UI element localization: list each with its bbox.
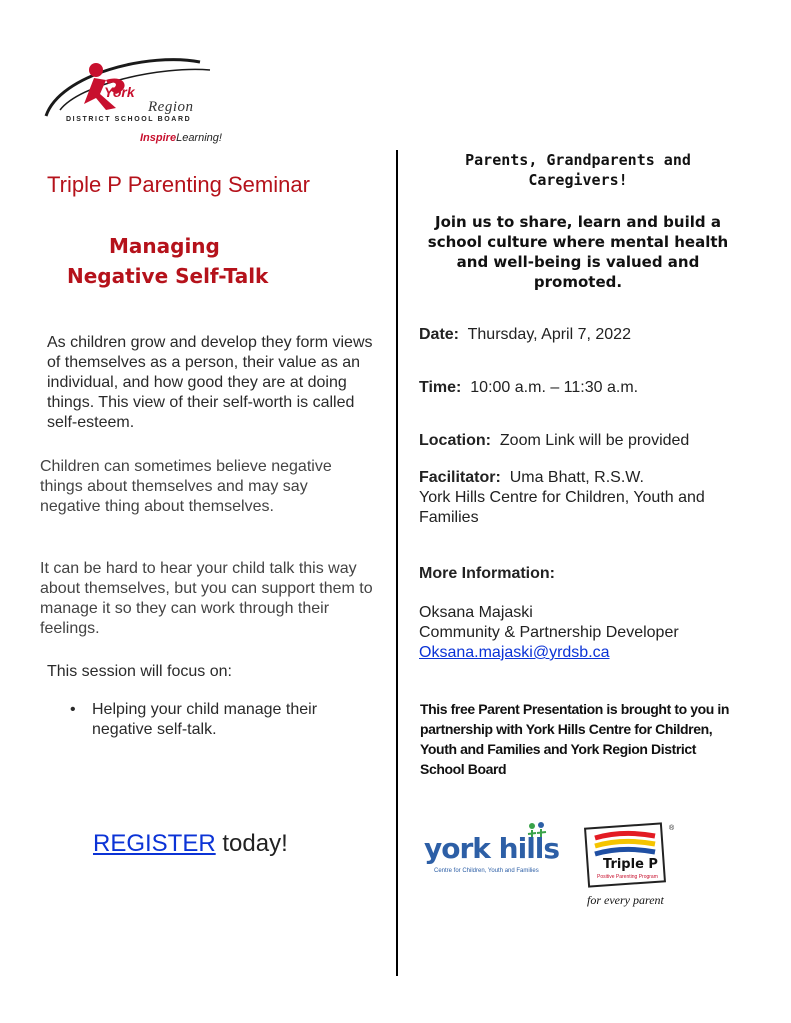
register-line: [93, 830, 288, 858]
column-divider: [396, 150, 398, 976]
facilitator-org: York Hills Centre for Children, Youth and Families: [419, 489, 705, 526]
subtitle-line1: Managing: [109, 234, 220, 258]
focus-intro: This session will focus on:: [47, 663, 232, 680]
event-time: [419, 378, 638, 398]
event-facilitator: [419, 468, 749, 528]
bullet-icon: •: [70, 701, 76, 718]
contact-email-link[interactable]: Oksana.majaski@yrdsb.ca: [419, 644, 610, 661]
triple-p-tagline: Positive Parenting Program: [597, 874, 658, 880]
paragraph-self-esteem: As children grow and develop they form views of themselves as a person, their value as an individual, and how good they are at doing things. This view of their self-worth is called self-esteem.: [47, 334, 373, 431]
location-label: Location:: [419, 432, 491, 449]
register-link[interactable]: REGISTER: [93, 830, 216, 857]
facilitator-label: Facilitator:: [419, 469, 501, 486]
logo-region: Region: [148, 99, 194, 115]
partnership-note: This free Parent Presentation is brought to you in partnership with York Hills Centre for Children, Youth and Families and York Region District School Board: [420, 701, 730, 777]
location-value: Zoom Link will be provided: [499, 432, 690, 449]
logo-york: York: [104, 84, 135, 100]
audience-heading: Parents, Grandparents and Caregivers!: [465, 151, 691, 189]
join-message: Join us to share, learn and build a school culture where mental health and well-being is valued and promoted.: [427, 213, 729, 291]
registered-mark: ®: [669, 825, 675, 832]
contact-name: Oksana Majaski: [419, 604, 533, 621]
paragraph-support: It can be hard to hear your child talk this way about themselves, but you can support them to manage it so they can work through their feelings.: [40, 560, 373, 637]
triple-p-logo: [583, 822, 683, 914]
logo-tagline-bold: Inspire: [140, 132, 177, 144]
subtitle-line2: Negative Self-Talk: [67, 264, 269, 288]
event-date: [419, 325, 631, 345]
logo-tagline-rest: Learning!: [176, 132, 222, 144]
page-title: Triple P Parenting Seminar: [47, 172, 310, 197]
contact-title: Community & Partnership Developer: [419, 624, 679, 641]
paragraph-negative-beliefs: Children can sometimes believe negative things about themselves and may say negative thing about themselves.: [40, 458, 332, 515]
contact-block: [419, 603, 749, 663]
time-label: Time:: [419, 379, 462, 396]
register-rest: today!: [215, 830, 288, 857]
more-info-heading: More Information:: [419, 565, 555, 582]
date-label: Date:: [419, 326, 460, 343]
triple-p-logo-graphic: [583, 822, 683, 914]
york-hills-logo: [424, 822, 574, 882]
facilitator-value: Uma Bhatt, R.S.W.: [509, 469, 644, 486]
event-location: [419, 431, 689, 451]
list-item-text: Helping your child manage their negative self-talk.: [92, 701, 318, 738]
york-hills-tagline: Centre for Children, Youth and Families: [434, 868, 539, 874]
date-value: Thursday, April 7, 2022: [467, 326, 631, 343]
logo-tagline: [140, 132, 222, 144]
york-hills-wordmark: york hills: [424, 832, 560, 865]
triple-p-slogan: for every parent: [587, 893, 664, 907]
logo-board: DISTRICT SCHOOL BOARD: [66, 116, 192, 123]
time-value: 10:00 a.m. – 11:30 a.m.: [470, 379, 639, 396]
triple-p-name: Triple P: [603, 857, 658, 872]
yrdsb-logo: [40, 44, 230, 152]
